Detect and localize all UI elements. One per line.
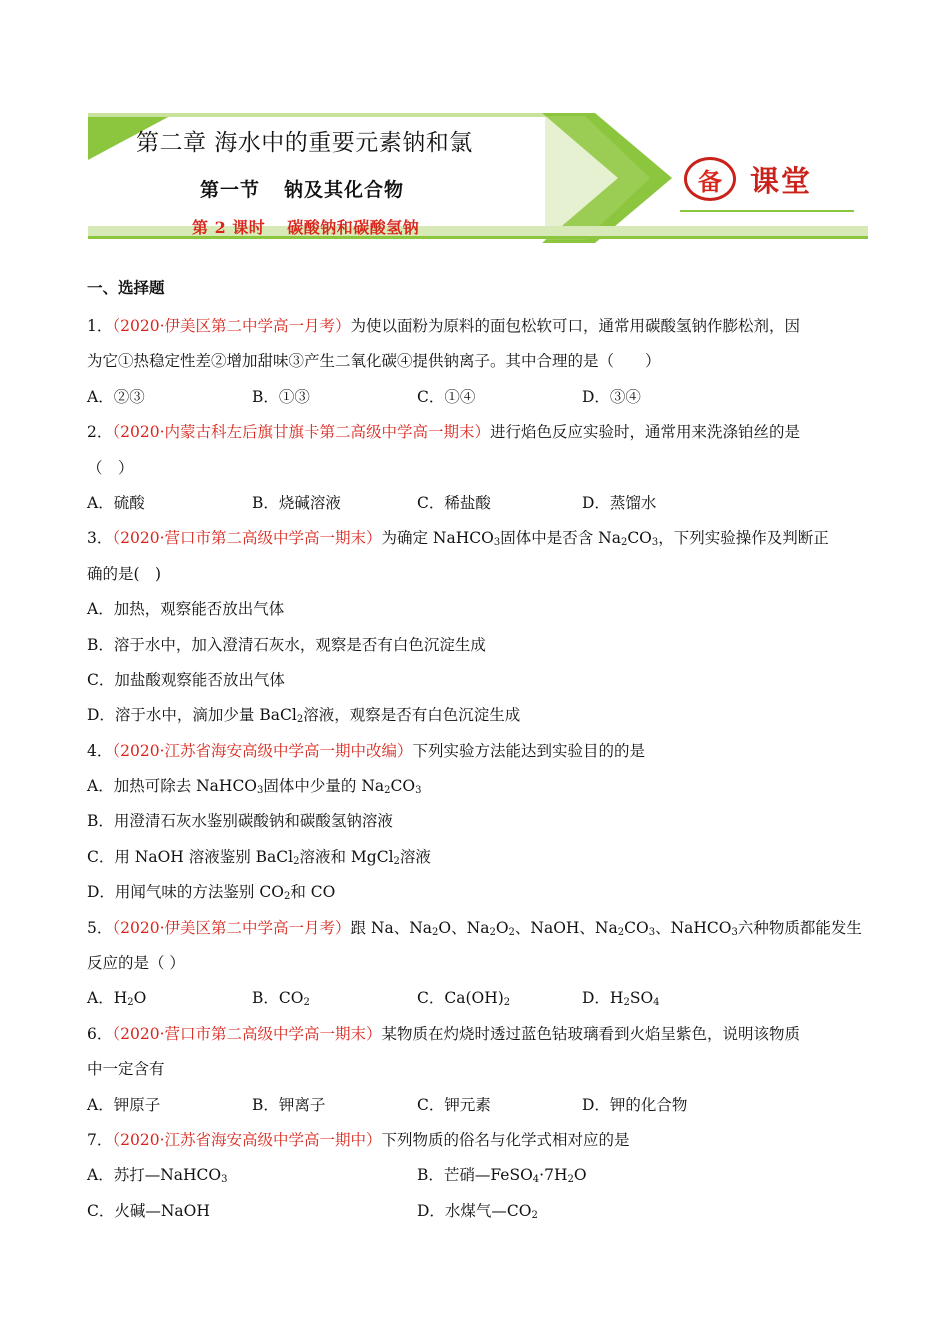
question-number: 3． — [87, 529, 113, 548]
question-text: 六种物质都能发生 — [737, 918, 862, 937]
subscript: 2 — [393, 855, 400, 867]
lesson-title — [192, 215, 419, 238]
question-text: O、Na — [438, 918, 490, 937]
option-text: ·7H — [539, 1166, 568, 1185]
option-text: 固体中少量的 Na — [263, 777, 385, 796]
question-5-options — [87, 981, 867, 1016]
subscript: 2 — [567, 1174, 574, 1186]
option-c: C．加盐酸观察能否放出气体 — [87, 670, 285, 689]
subscript: 3 — [493, 537, 501, 549]
question-1-options — [87, 380, 867, 415]
question-3-stem — [87, 521, 867, 556]
subscript: 3 — [731, 926, 738, 938]
top-rule — [88, 113, 558, 117]
option-text: O — [573, 1166, 587, 1185]
question-2-options — [87, 486, 867, 521]
option-d: D．③④ — [582, 387, 641, 406]
question-4-stem — [87, 734, 867, 769]
question-text: 固体中是否含 Na — [500, 529, 621, 548]
lesson-name: 碳酸钠和碳酸氢钠 — [287, 218, 420, 237]
question-source: （2020·伊美区第二中学高一月考） — [112, 317, 351, 335]
option-text: D．水煤气—CO — [417, 1201, 532, 1220]
subscript: 4 — [653, 997, 660, 1009]
chapter-title: 第二章 海水中的重要元素钠和氯 — [136, 130, 473, 156]
option-b: B．烧碱溶液 — [252, 493, 341, 512]
subscript: 3 — [221, 1174, 228, 1186]
question-text: 下列实验方法能达到实验目的的是 — [412, 741, 646, 760]
question-6-options — [87, 1088, 867, 1123]
worksheet-content — [87, 274, 867, 1229]
question-text: ，下列实验操作及判断正 — [658, 529, 829, 548]
option-d — [582, 981, 747, 1016]
subscript: 2 — [531, 1209, 538, 1221]
option-d — [417, 1194, 747, 1229]
question-number: 4． — [87, 741, 113, 760]
option-c: C．钾元素 — [417, 1095, 491, 1114]
subscript: 2 — [489, 926, 496, 938]
option-c: C．稀盐酸 — [417, 493, 491, 512]
option-text: A．苏打—NaHCO — [87, 1166, 222, 1185]
header-banner — [0, 0, 950, 250]
question-2-stem — [87, 415, 867, 450]
question-5-stem-cont: 反应的是（ ） — [87, 954, 185, 973]
subscript: 3 — [257, 785, 264, 797]
question-text: 为使以面粉为原料的面包松软可口，通常用碳酸氢钠作膨松剂，因 — [350, 317, 801, 335]
subscript: 2 — [620, 537, 628, 549]
lesson-number: 第 2 课时 — [192, 218, 266, 237]
option-text: 溶液，观察是否有白色沉淀生成 — [303, 706, 521, 725]
option-text: A．H — [87, 989, 128, 1008]
subscript: 2 — [503, 997, 511, 1009]
question-5-stem — [87, 911, 867, 946]
option-text: C．Ca(OH) — [417, 989, 504, 1008]
section-name: 钠及其化合物 — [284, 179, 405, 201]
question-text: 某物质在灼烧时透过蓝色钴玻璃看到火焰呈紫色，说明该物质 — [381, 1024, 801, 1043]
subscript: 3 — [651, 537, 659, 549]
option-text: B．CO — [252, 989, 304, 1008]
option-b: B．钾离子 — [252, 1095, 326, 1114]
question-text: CO — [627, 529, 652, 548]
subscript: 2 — [432, 926, 439, 938]
subscript: 2 — [127, 997, 134, 1009]
option-c: C．①④ — [417, 387, 476, 406]
subscript: 3 — [648, 926, 656, 938]
question-6-stem-cont: 中一定含有 — [87, 1060, 165, 1079]
option-text: SO — [629, 989, 654, 1008]
section-heading: 一、选择题 — [87, 279, 165, 297]
question-source: （2020·江苏省海安高级中学高一期中改编） — [112, 741, 413, 760]
option-text: 溶液和 MgCl — [299, 847, 394, 866]
option-b: B．用澄清石灰水鉴别碳酸钠和碳酸氢钠溶液 — [87, 812, 393, 831]
question-source: （2020·内蒙古科左后旗甘旗卡第二高级中学高一期末） — [112, 423, 490, 442]
question-7-stem — [87, 1123, 867, 1158]
question-7-options-row1 — [87, 1158, 867, 1193]
brand-logo — [684, 157, 812, 201]
option-c: C．火碱—NaOH — [87, 1201, 210, 1220]
question-2-stem-cont: （ ） — [87, 458, 134, 477]
question-number: 2． — [87, 423, 113, 442]
subscript: 2 — [508, 926, 515, 938]
subscript: 2 — [296, 714, 304, 726]
question-text: CO — [624, 918, 649, 937]
subscript: 2 — [384, 785, 391, 797]
chevron-highlight — [545, 116, 650, 240]
question-source: （2020·营口市第二高级中学高一期末） — [112, 529, 382, 548]
option-text: D．用闻气味的方法鉴别 CO — [87, 883, 284, 902]
option-d: D．蒸馏水 — [582, 493, 657, 512]
option-d — [87, 698, 867, 733]
option-a: A．钾原子 — [87, 1095, 161, 1114]
question-3-stem-cont: 确的是( ) — [87, 564, 162, 583]
option-text: 溶液 — [399, 847, 431, 866]
question-number: 7． — [87, 1130, 113, 1149]
subscript: 4 — [532, 1174, 540, 1186]
option-a: A．②③ — [87, 387, 145, 406]
question-text: O — [495, 918, 509, 937]
subscript: 2 — [283, 891, 291, 903]
question-text: 跟 Na、Na — [350, 918, 433, 937]
option-text: C．用 NaOH 溶液鉴别 BaCl — [87, 847, 294, 866]
option-a: A．加热，观察能否放出气体 — [87, 600, 285, 619]
question-text: 、NaOH、Na — [514, 918, 618, 937]
option-b: B．溶于水中，加入澄清石灰水，观察是否有白色沉淀生成 — [87, 635, 486, 654]
question-1-stem-cont: 为它①热稳定性差②增加甜味③产生二氧化碳④提供钠离子。其中合理的是（ ） — [87, 352, 661, 371]
section-number: 第一节 — [200, 179, 261, 201]
option-a: A．硫酸 — [87, 493, 145, 512]
brand-badge-icon: 备 — [684, 157, 736, 201]
question-number: 5． — [87, 918, 113, 937]
question-text: 、NaHCO — [655, 918, 732, 937]
subscript: 2 — [293, 855, 300, 867]
option-text: 和 CO — [290, 883, 336, 902]
question-text: 进行焰色反应实验时，通常用来洗涤铂丝的是 — [490, 423, 801, 442]
option-text: D．溶于水中，滴加少量 BaCl — [87, 706, 297, 725]
subscript: 2 — [617, 926, 625, 938]
question-source: （2020·伊美区第二中学高一月考） — [112, 918, 351, 937]
question-6-stem — [87, 1017, 867, 1052]
question-text: 为确定 NaHCO — [381, 529, 494, 548]
option-text: B．芒硝—FeSO — [417, 1166, 533, 1185]
subscript: 3 — [415, 785, 422, 797]
section-title — [200, 175, 404, 202]
option-c — [417, 981, 582, 1016]
subscript: 2 — [623, 997, 630, 1009]
option-d: D．钾的化合物 — [582, 1095, 688, 1114]
option-b: B．①③ — [252, 387, 310, 406]
question-number: 1． — [87, 317, 113, 335]
option-c — [87, 840, 867, 875]
brand-rule — [680, 210, 854, 212]
option-b — [417, 1158, 747, 1193]
option-a — [87, 1158, 417, 1193]
option-d — [87, 875, 867, 910]
subscript: 2 — [303, 997, 310, 1009]
question-7-options-row2 — [87, 1194, 867, 1229]
question-source: （2020·江苏省海安高级中学高一期中） — [112, 1130, 382, 1149]
question-source: （2020·营口市第二高级中学高一期末） — [112, 1024, 382, 1043]
option-text: D．H — [582, 989, 624, 1008]
question-number: 6． — [87, 1024, 113, 1043]
option-text: A．加热可除去 NaHCO — [87, 777, 258, 796]
option-a — [87, 769, 867, 804]
option-a — [87, 981, 252, 1016]
question-text: 下列物质的俗名与化学式相对应的是 — [381, 1130, 630, 1149]
option-text: O — [133, 989, 147, 1008]
option-text: CO — [390, 777, 416, 796]
question-1-stem — [87, 309, 867, 344]
option-b — [252, 981, 417, 1016]
brand-text: 课堂 — [750, 163, 813, 198]
